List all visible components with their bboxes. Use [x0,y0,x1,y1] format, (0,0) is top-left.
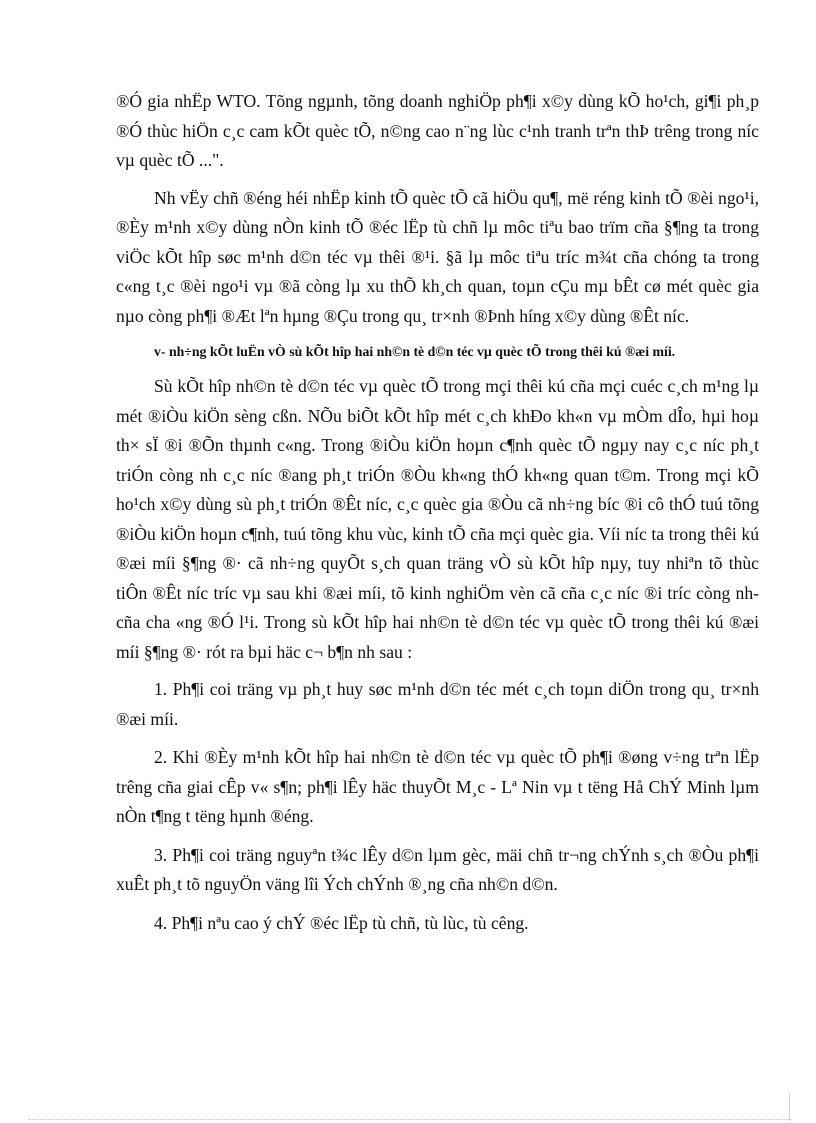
paragraph-intro-continuation: ®Ó gia nhËp WTO. Tõng ngµnh, tõng doanh nghiÖp ph¶i x©y dùng kÕ ho¹ch, gi¶i ph¸p ®Ó thùc hiÖn c¸c cam kÕt quèc tÕ, n©ng cao n¨ng lùc c¹nh tranh trªn thÞ trêng trong níc vµ quèc tÕ ...". [116,91,759,170]
lesson-item-3: 3. Ph¶i coi träng nguyªn t¾c lÊy d©n lµm gèc, mäi chñ tr¬ng chÝnh s¸ch ®Òu ph¶i xuÊt ph¸t tõ nguyÖn väng lîi Ých chÝnh ®¸ng cña nh©n d©n. [116,844,759,894]
page-corner-mark [789,1093,790,1121]
lesson-item-2: 2. Khi ®Èy m¹nh kÕt hîp hai nh©n tè d©n téc vµ quèc tÕ ph¶i ®øng v÷ng trªn lËp trêng cña giai cÊp v« s¶n; ph¶i lÊy häc thuyÕt M¸c - Lª Nin vµ t tëng Hå ChÝ Minh lµm nÒn t¶ng t tëng hµnh ®éng. [116,747,759,826]
lesson-item-1: 1. Ph¶i coi träng vµ ph¸t huy søc m¹nh d©n téc mét c¸ch toµn diÖn trong qu¸ tr×nh ®æi míi. [116,679,759,729]
section-heading: v- nh÷ng kÕt luËn vÒ sù kÕt hîp hai nh©n tè d©n téc vµ quèc tÕ trong thêi kú ®æi míi. [154,344,676,359]
paragraph-integration-goal: Nh vËy chñ ®éng héi nhËp kinh tÕ quèc tÕ cã hiÖu qu¶, më réng kinh tÕ ®èi ngo¹i, ®Èy m¹nh x©y dùng nÒn kinh tÕ ®éc lËp tù chñ lµ môc tiªu bao trïm cña §¶ng ta trong viÖc kÕt hîp søc m¹nh d©n téc vµ thêi ®¹i. §ã lµ môc tiªu tríc m¾t cña chóng ta trong c«ng t¸c ®èi ngo¹i vµ ®ã còng lµ xu thÕ kh¸ch quan, toµn cÇu mµ bÊt cø mét quèc gia nµo còng ph¶i ®Æt lªn hµng ®Çu trong qu¸ tr×nh ®Þnh híng x©y dùng ®Êt níc. [116,187,759,326]
page-bottom-border [28,1119,791,1120]
document-body [116,87,759,947]
paragraph-combination: Sù kÕt hîp nh©n tè d©n téc vµ quèc tÕ trong mçi thêi kú cña mçi cuéc c¸ch m¹ng lµ mét ®iÒu kiÖn sèng cßn. NÕu biÕt kÕt hîp mét c¸ch khÐo kh«n vµ mÒm dÎo, hµi hoµ th× sÏ ®i ®Õn thµnh c«ng. Trong ®iÒu kiÖn hoµn c¶nh quèc tÕ ngµy nay c¸c níc ph¸t triÓn còng nh c¸c níc ®ang ph¸t triÓn ®Òu kh«ng thÓ kh«ng quan t©m. Trong mçi kÕ ho¹ch x©y dùng sù ph¸t triÓn ®Êt níc, c¸c quèc gia ®Òu cã nh÷ng bíc ®i cô thÓ tuú tõng ®iÒu kiÖn hoµn c¶nh, tuú tõng khu vùc, kinh tÕ cña mçi quèc gia. Víi níc ta trong thêi kú ®æi míi §¶ng ®· cã nh÷ng quyÕt s¸ch quan träng vÒ sù kÕt hîp nµy, tuy nhiªn tõ thùc tiÔn ®Êt níc tríc vµ sau khi ®æi míi, tõ kinh nghiÖm vèn cã cña c¸c níc ®i tríc còng nh cña cha «ng ®Ó l¹i. Trong sù kÕt hîp hai nh©n tè d©n téc vµ quèc tÕ trong thêi kú ®æi míi §¶ng ®· rót ra bµi häc c¬ b¶n nh sau : [116,376,759,662]
lesson-item-4: 4. Ph¶i nªu cao ý chÝ ®éc lËp tù chñ, tù lùc, tù cêng. [154,912,529,933]
